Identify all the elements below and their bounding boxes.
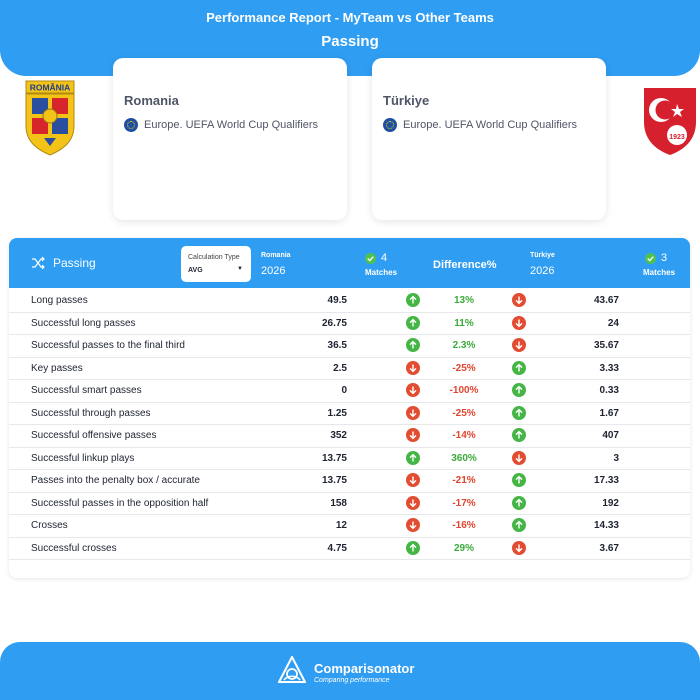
metric-label: Successful offensive passes bbox=[31, 430, 157, 441]
right-team-value: 407 bbox=[602, 430, 619, 441]
table-row bbox=[9, 493, 690, 516]
team-name-turkiye: Türkiye bbox=[383, 93, 430, 108]
difference-value: -17% bbox=[452, 497, 476, 509]
metric-label: Successful through passes bbox=[31, 407, 151, 419]
left-team-value: 12 bbox=[335, 520, 347, 531]
turkiye-crest-text: 1923 bbox=[669, 134, 685, 141]
chevron-down-icon: ▼ bbox=[237, 266, 243, 272]
difference-value: -14% bbox=[452, 430, 476, 441]
difference-value: -25% bbox=[452, 407, 476, 419]
difference-value: -16% bbox=[452, 520, 476, 531]
left-team-value: 158 bbox=[330, 497, 347, 509]
difference-value: 13% bbox=[453, 295, 474, 306]
left-team-value: 26.75 bbox=[321, 317, 347, 329]
left-team-value: 1.25 bbox=[327, 407, 347, 419]
metric-label: Long passes bbox=[31, 295, 88, 306]
left-team-value: 13.75 bbox=[321, 452, 347, 464]
arrow-down-icon bbox=[406, 473, 420, 487]
arrow-down-icon bbox=[406, 406, 420, 420]
difference-value: -25% bbox=[452, 362, 476, 374]
brand-name: Comparisonator bbox=[314, 661, 415, 676]
metric-label: Passes into the penalty box / accurate bbox=[31, 475, 200, 486]
calculation-type-select[interactable] bbox=[181, 246, 251, 282]
report-subtitle: Passing bbox=[321, 33, 379, 50]
footer bbox=[0, 642, 700, 700]
team-card-turkiye bbox=[372, 58, 606, 220]
table-header bbox=[9, 238, 690, 288]
table-row bbox=[9, 313, 690, 336]
arrow-up-icon bbox=[512, 518, 526, 532]
eu-flag-icon bbox=[124, 118, 138, 132]
competition-label: Europe. UEFA World Cup Qualifiers bbox=[144, 119, 319, 131]
table-row bbox=[9, 290, 690, 313]
arrow-down-icon bbox=[406, 428, 420, 442]
metric-label: Successful passes to the final third bbox=[31, 340, 185, 351]
eu-flag-icon bbox=[383, 118, 397, 132]
arrow-up-icon bbox=[512, 361, 526, 375]
right-matches-number: 3 bbox=[661, 252, 668, 264]
arrow-down-icon bbox=[406, 496, 420, 510]
difference-value: 11% bbox=[454, 317, 474, 329]
difference-value: -21% bbox=[452, 475, 476, 486]
metric-label: Successful long passes bbox=[31, 317, 136, 329]
right-team-value: 3.33 bbox=[599, 362, 619, 374]
arrow-down-icon bbox=[406, 383, 420, 397]
team-name-romania: Romania bbox=[124, 93, 179, 108]
difference-value: -100% bbox=[449, 385, 479, 396]
team-card-romania bbox=[113, 58, 347, 220]
difference-value: 2.3% bbox=[452, 340, 476, 351]
competition-romania bbox=[124, 118, 318, 132]
competition-turkiye bbox=[383, 118, 577, 132]
arrow-down-icon bbox=[512, 451, 526, 465]
romania-crest-text: ROMÂNIA bbox=[29, 82, 71, 93]
table-row bbox=[9, 470, 690, 493]
section-label: Passing bbox=[53, 256, 96, 270]
metric-label: Successful linkup plays bbox=[31, 452, 135, 464]
check-circle-icon bbox=[645, 253, 656, 264]
arrow-down-icon bbox=[512, 316, 526, 330]
left-team-value: 4.75 bbox=[327, 542, 347, 554]
right-team-value: 17.33 bbox=[593, 475, 619, 486]
left-team-value: 352 bbox=[330, 430, 347, 441]
right-team-value: 1.67 bbox=[599, 407, 619, 419]
arrow-up-icon bbox=[406, 293, 420, 307]
competition-label: Europe. UEFA World Cup Qualifiers bbox=[403, 119, 578, 131]
right-matches-label: Matches bbox=[643, 268, 676, 277]
left-team-value: 13.75 bbox=[321, 475, 347, 486]
metric-label: Crosses bbox=[31, 520, 68, 531]
arrow-down-icon bbox=[512, 338, 526, 352]
table-row bbox=[9, 335, 690, 358]
left-team-value: 36.5 bbox=[327, 340, 347, 351]
table-row bbox=[9, 425, 690, 448]
right-team-value: 43.67 bbox=[593, 295, 619, 306]
arrow-up-icon bbox=[406, 451, 420, 465]
comparison-table bbox=[9, 238, 690, 578]
arrow-up-icon bbox=[512, 473, 526, 487]
arrow-up-icon bbox=[512, 496, 526, 510]
arrow-up-icon bbox=[512, 428, 526, 442]
arrow-down-icon bbox=[512, 293, 526, 307]
calculation-type-value: AVG bbox=[188, 267, 203, 274]
metric-label: Successful passes in the opposition half bbox=[31, 497, 209, 509]
right-team-value: 0.33 bbox=[599, 385, 619, 396]
comparisonator-logo-icon bbox=[278, 656, 306, 686]
table-row bbox=[9, 358, 690, 381]
right-matches-count bbox=[645, 252, 667, 264]
arrow-up-icon bbox=[406, 316, 420, 330]
difference-heading: Difference% bbox=[433, 259, 497, 271]
right-team-value: 3.67 bbox=[599, 542, 619, 554]
left-team-year: 2026 bbox=[261, 265, 286, 277]
left-team-value: 49.5 bbox=[327, 295, 347, 306]
left-matches-label: Matches bbox=[365, 268, 398, 277]
difference-value: 360% bbox=[451, 452, 477, 464]
left-team-value: 2.5 bbox=[333, 362, 347, 374]
left-matches-number: 4 bbox=[381, 252, 388, 264]
table-row bbox=[9, 448, 690, 471]
arrow-up-icon bbox=[406, 541, 420, 555]
metric-label: Key passes bbox=[31, 362, 83, 374]
right-team-value: 35.67 bbox=[593, 340, 619, 351]
left-team-value: 0 bbox=[341, 385, 347, 396]
romania-crest-icon bbox=[22, 80, 78, 156]
right-team-heading: Türkiye bbox=[530, 252, 555, 259]
table-row bbox=[9, 403, 690, 426]
arrow-down-icon bbox=[406, 518, 420, 532]
table-row bbox=[9, 538, 690, 561]
check-circle-icon bbox=[365, 253, 376, 264]
right-team-value: 24 bbox=[607, 317, 619, 329]
section-heading bbox=[31, 256, 96, 270]
right-team-year: 2026 bbox=[530, 265, 555, 277]
shuffle-icon bbox=[31, 256, 45, 270]
report-title: Performance Report - MyTeam vs Other Teams bbox=[206, 10, 494, 25]
arrow-down-icon bbox=[512, 541, 526, 555]
right-team-value: 3 bbox=[613, 452, 619, 464]
table-row bbox=[9, 380, 690, 403]
difference-value: 29% bbox=[453, 542, 474, 554]
left-matches-count bbox=[365, 252, 387, 264]
right-team-value: 14.33 bbox=[593, 520, 619, 531]
left-team-heading: Romania bbox=[261, 252, 291, 259]
arrow-up-icon bbox=[512, 406, 526, 420]
metric-label: Successful crosses bbox=[31, 542, 117, 554]
right-team-value: 192 bbox=[602, 497, 619, 509]
metric-label: Successful smart passes bbox=[31, 385, 142, 396]
arrow-up-icon bbox=[406, 338, 420, 352]
brand-tagline: Comparing performance bbox=[314, 677, 390, 684]
table-row bbox=[9, 515, 690, 538]
turkiye-crest-icon bbox=[640, 84, 700, 156]
arrow-up-icon bbox=[512, 383, 526, 397]
arrow-down-icon bbox=[406, 361, 420, 375]
calculation-type-label: Calculation Type bbox=[188, 254, 240, 261]
